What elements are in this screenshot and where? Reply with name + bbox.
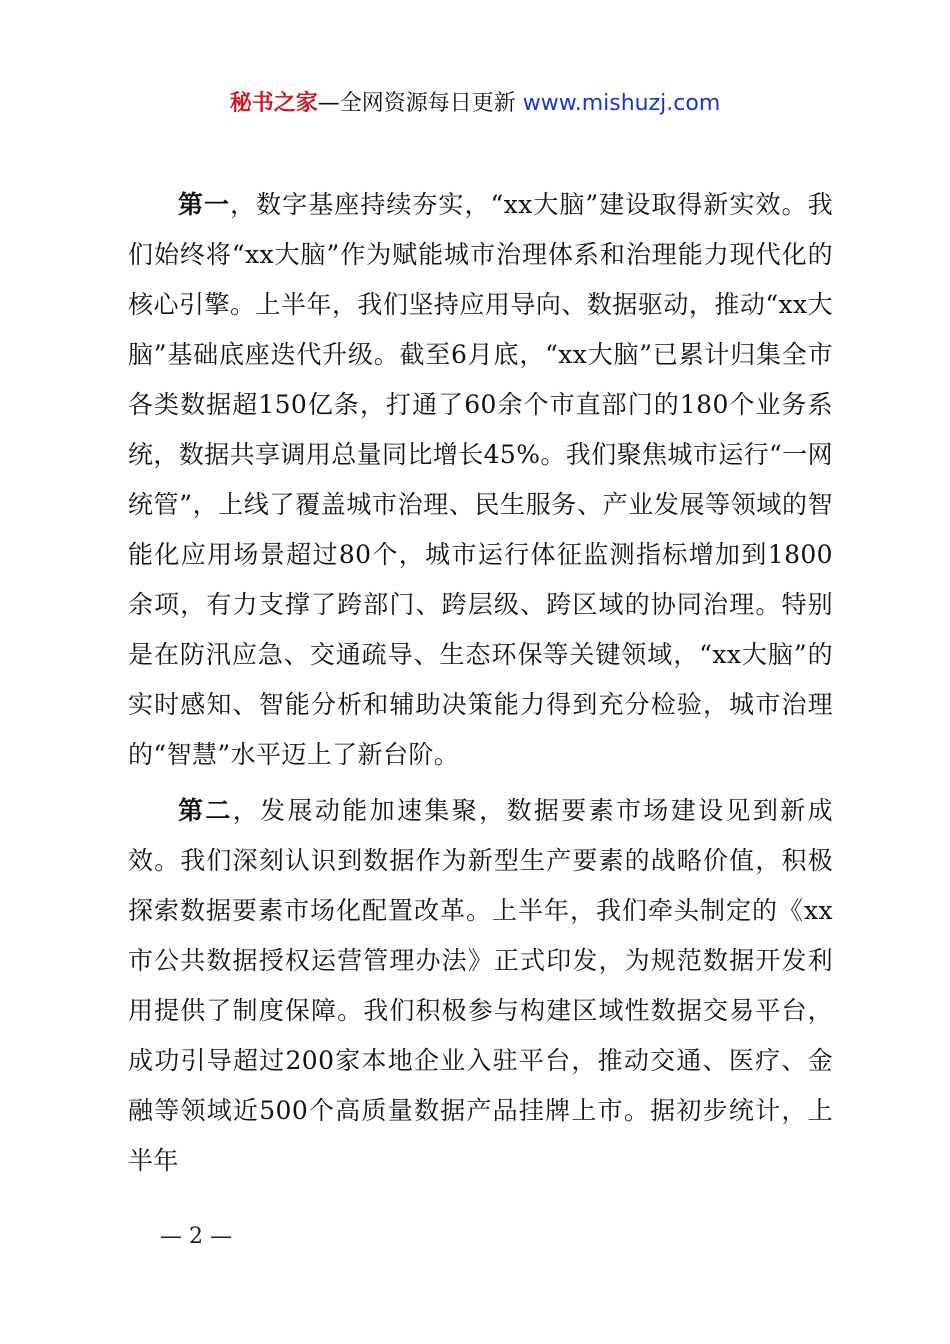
website-url[interactable]: www.mishuzj.com	[522, 91, 721, 116]
document-body	[128, 180, 833, 1192]
paragraph-2	[128, 786, 833, 1186]
page-header	[0, 86, 950, 122]
paragraph-2-text: ，发展动能加速集聚，数据要素市场建设见到新成效。我们深刻认识到数据作为新型生产要素的战略价值，积极探索数据要素市场化配置改革。上半年，我们牵头制定的《xx市公共数据授权运营管理办法》正式印发，为规范数据开发利用提供了制度保障。我们积极参与构建区域性数据交易平台，成功引导超过200家本地企业入驻平台，推动交通、医疗、金融等领域近500个高质量数据产品挂牌上市。据初步统计，上半年	[128, 796, 833, 1175]
paragraph-1-text: ，数字基座持续夯实，“xx大脑”建设取得新实效。我们始终将“xx大脑”作为赋能城市治理体系和治理能力现代化的核心引擎。上半年，我们坚持应用导向、数据驱动，推动“xx大脑”基础底座迭代升级。截至6月底，“xx大脑”已累计归集全市各类数据超150亿条，打通了60余个市直部门的180个业务系统，数据共享调用总量同比增长45%。我们聚焦城市运行“一网统管”，上线了覆盖城市治理、民生服务、产业发展等领域的智能化应用场景超过80个，城市运行体征监测指标增加到1800余项，有力支撑了跨部门、跨层级、跨区域的协同治理。特别是在防汛应急、交通疏导、生态环保等关键领域，“xx大脑”的实时感知、智能分析和辅助决策能力得到充分检验，城市治理的“智慧”水平迈上了新台阶。	[128, 190, 833, 769]
paragraph-1	[128, 180, 833, 780]
paragraph-1-lead: 第一	[178, 190, 231, 219]
paragraph-2-lead: 第二	[178, 796, 233, 825]
brand-name: 秘书之家	[229, 91, 318, 116]
page-number: — 2 —	[160, 1224, 232, 1249]
header-slogan: —全网资源每日更新	[317, 91, 516, 116]
